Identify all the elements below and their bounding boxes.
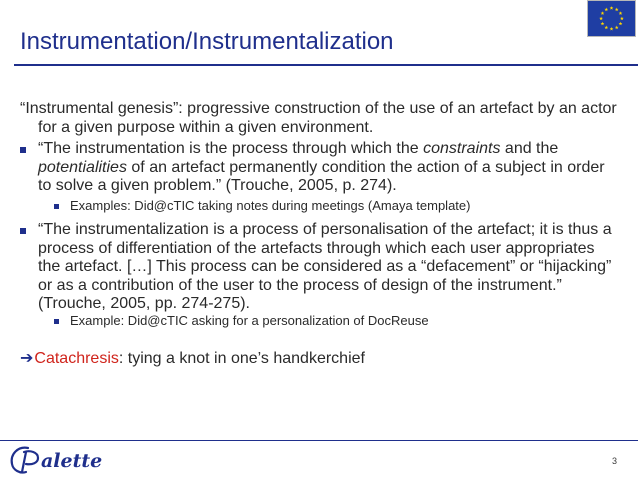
intro-paragraph: “Instrumental genesis”: progressive construction of the use of an artefact by an actor for a given purpose within a given environment. [20, 100, 617, 136]
footer-divider [0, 440, 638, 441]
sub-bullet-example: Example: Did@cTIC asking for a personalization of DocReuse [70, 313, 429, 328]
sub-bullet-examples: Examples: Did@cTIC taking notes during meetings (Amaya template) [70, 198, 471, 213]
palette-logo [8, 444, 108, 476]
title-divider [14, 64, 638, 66]
bullet-instrumentalization: “The instrumentalization is a process of personalisation of the artefact; it is thus a process of differentiation of the artefacts through which each user appropriates the artefact. […] This process can be considered as a “defacement” or “hijacking” or as a contribution of the user to the process of design of the instrument.” (Trouche, 2005, pp. 274-275). [38, 221, 612, 312]
bullet-1-text-c: of an artefact permanently condition the action of a subject in order to solve a given problem.” (Trouche, 2005, p. 274). [38, 158, 605, 194]
square-bullet-icon [54, 319, 59, 324]
conclusion-line [20, 350, 620, 369]
bullet-1-text-a: “The instrumentation is the process through which the [38, 140, 424, 157]
bullet-1-emphasis-potentialities: potentialities [38, 158, 127, 176]
logo-wordmark: alette [41, 450, 103, 472]
page-title: Instrumentation/Instrumentalization [20, 28, 394, 55]
square-bullet-icon [20, 147, 26, 153]
arrow-right-icon: ➔ [20, 350, 34, 367]
eu-flag-icon [587, 0, 636, 37]
conclusion-text: : tying a knot in one’s handkerchief [118, 350, 365, 367]
catachresis-keyword: Catachresis [34, 350, 119, 367]
bullet-instrumentation [38, 140, 613, 196]
page-number: 3 [612, 456, 618, 466]
bullet-1-text-b: and the [500, 140, 559, 157]
bullet-1-emphasis-constraints: constraints [423, 140, 501, 157]
square-bullet-icon [20, 228, 26, 234]
palette-logo-icon [8, 444, 44, 476]
square-bullet-icon [54, 204, 59, 209]
